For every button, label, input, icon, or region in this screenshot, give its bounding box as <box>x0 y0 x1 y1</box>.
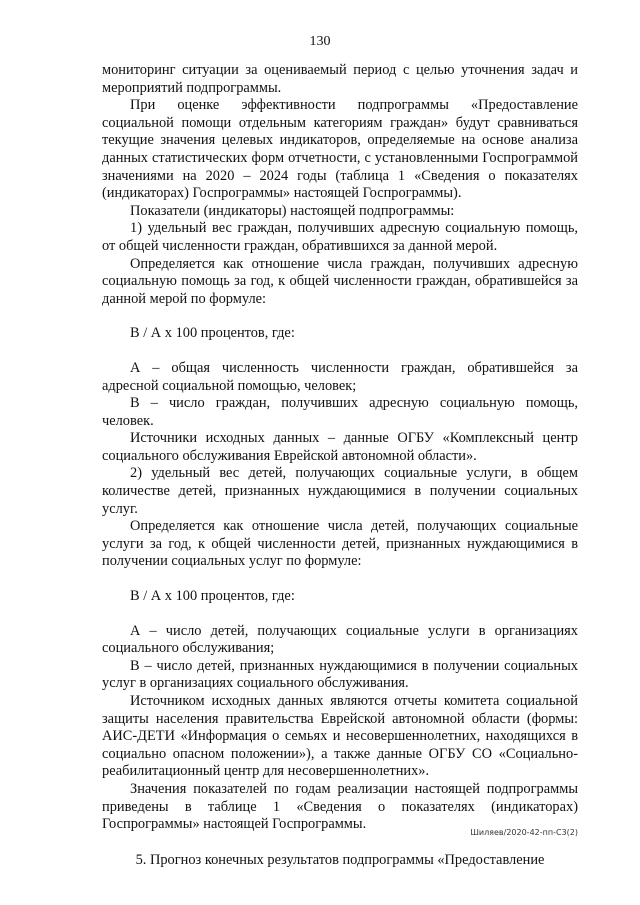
paragraph-continuation: мониторинг ситуации за оцениваемый период с целью уточнения задач и мероприятий подпрограммы. <box>102 62 578 96</box>
formula-2: В / А х 100 процентов, где: <box>130 588 295 605</box>
formula-2-var-b: В – число детей, признанных нуждающимися в получении социальных услуг в организациях социального обслуживания. <box>102 657 578 692</box>
indicator-1: 1) удельный вес граждан, получивших адресную социальную помощь, от общей численности граждан, обратившихся за данной мерой. <box>102 220 578 254</box>
formula-1: В / А х 100 процентов, где: <box>130 325 295 342</box>
footer-document-code: Шиляев/2020-42-пп-С3(2) <box>470 828 578 837</box>
indicator-1-definition: Определяется как отношение числа граждан, получивших адресную социальную помощь за год, к общей численности граждан, обратившейся за данной мерой по формуле: <box>102 255 578 307</box>
paragraph-values-reference: Значения показателей по годам реализации настоящей подпрограммы приведены в таблице 1 «Сведения о показателях (индикаторах) Госпрограммы» настоящей Госпрограммы. <box>102 780 578 833</box>
formula-1-var-b: В – число граждан, получивших адресную социальную помощь, человек. <box>102 395 578 429</box>
paragraph-evaluation: При оценке эффективности подпрограммы «Предоставление социальной помощи отдельным категориям граждан» будут сравниваться текущие значения целевых индикаторов, определяемые на основе анализа данных статистических форм отчетности, с установленными Госпрограммой значениями на 2020 – 2024 годы (таблица 1 «Сведения о показателях (индикаторах) Госпрограммы» настоящей Госпрограммы). <box>102 97 578 202</box>
indicator-2: 2) удельный вес детей, получающих социальные услуги, в общем количестве детей, признанных нуждающимися в получении социальных услуг. <box>102 465 578 517</box>
formula-2-var-a: А – число детей, получающих социальные услуги в организациях социального обслуживания; <box>102 622 578 657</box>
document-body <box>102 62 578 869</box>
paragraph-indicators-intro: Показатели (индикаторы) настоящей подпрограммы: <box>130 202 455 219</box>
page-number: 130 <box>309 34 331 49</box>
indicator-2-definition: Определяется как отношение числа детей, получающих социальные услуги за год, к общей численности детей, признанных нуждающимися в получении социальных услуг по формуле: <box>102 518 578 570</box>
formula-1-var-a: А – общая численность численности граждан, обратившейся за адресной социальной помощью, человек; <box>102 359 578 394</box>
indicator-1-source: Источники исходных данных – данные ОГБУ «Комплексный центр социального обслуживания Еврейской автономной области». <box>102 430 578 464</box>
indicator-2-source: Источником исходных данных являются отчеты комитета социальной защиты населения правительства Еврейской автономной области (формы: АИС-ДЕТИ «Информация о семьях и несовершеннолетних, находящихся в социально опасном положении»), а также данные ОГБУ СО «Социально-реабилитационный центр для несовершеннолетних». <box>102 693 578 780</box>
section-heading: 5. Прогноз конечных результатов подпрограммы «Предоставление <box>135 851 545 868</box>
